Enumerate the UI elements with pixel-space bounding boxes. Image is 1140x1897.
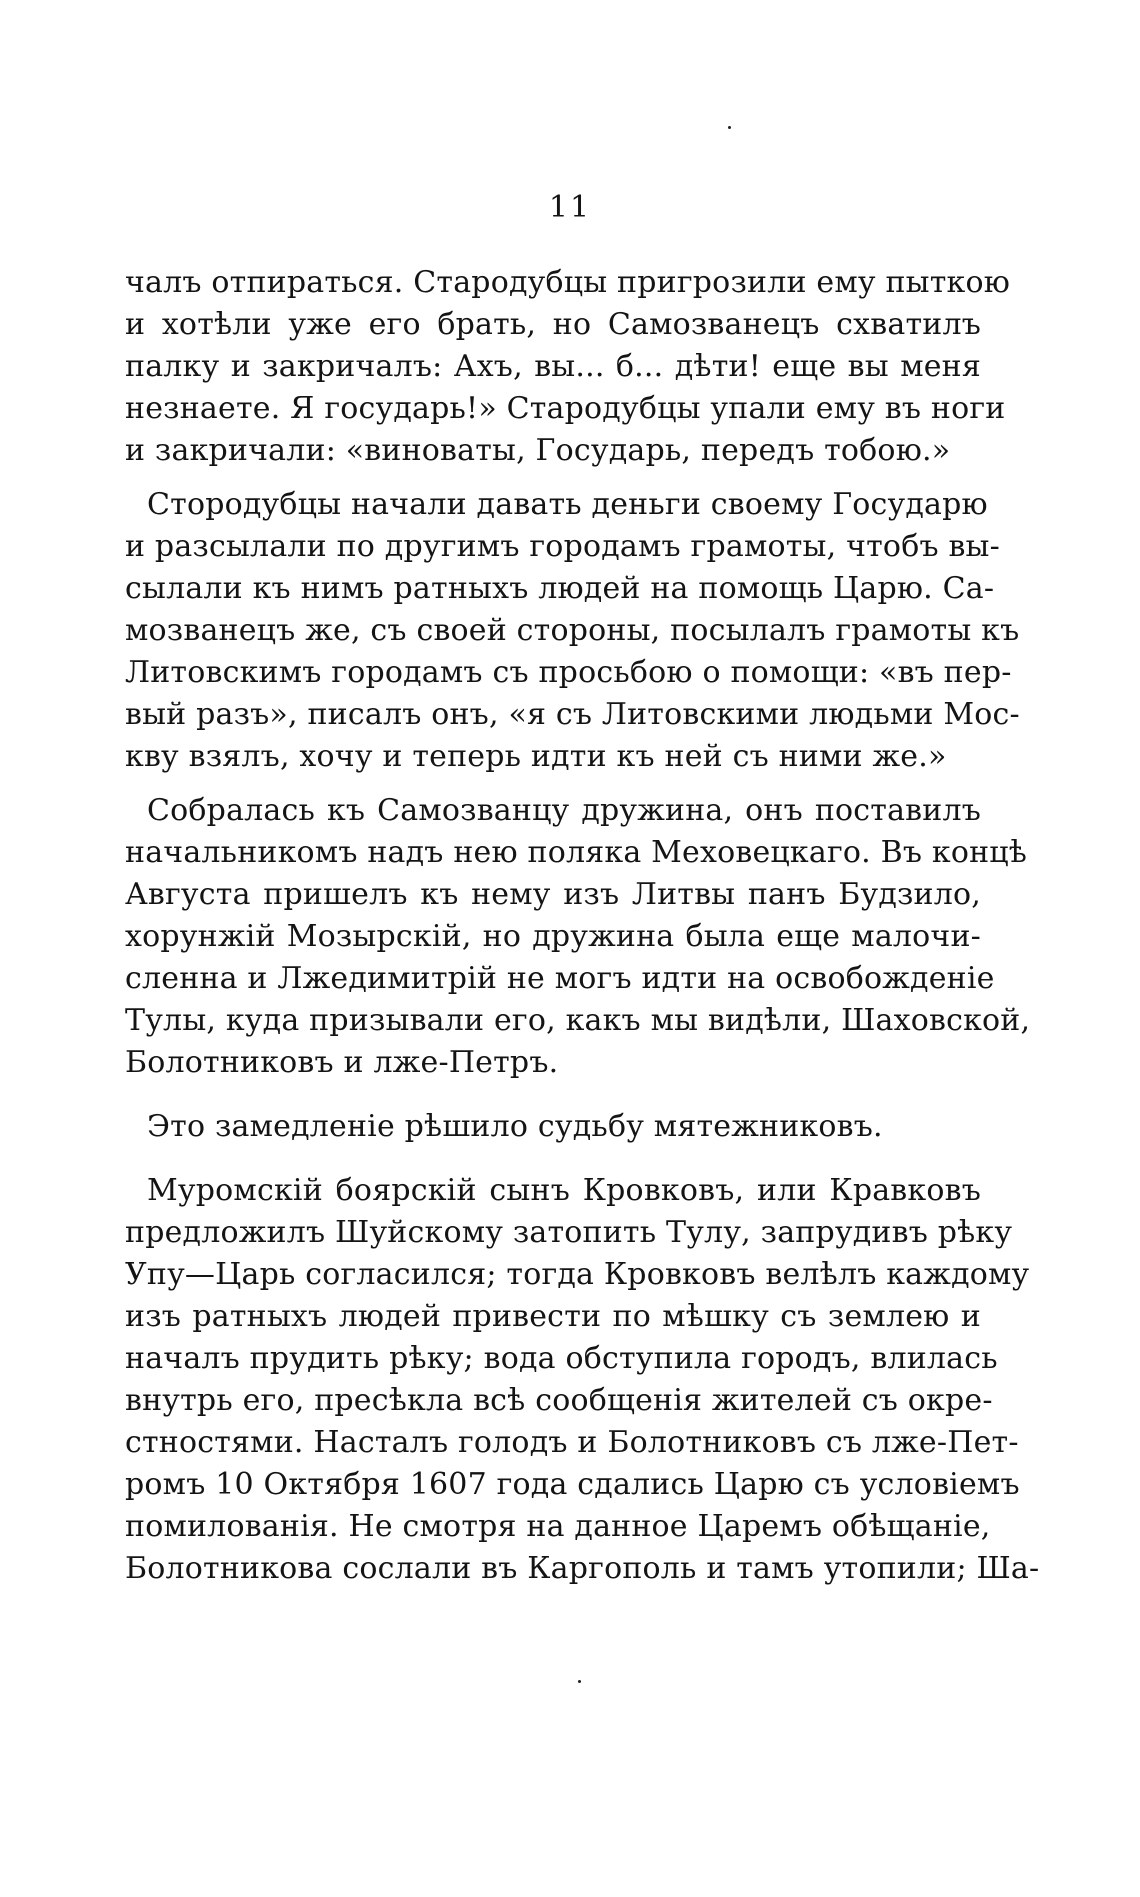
paragraph-5 (125, 1170, 1040, 1590)
paragraph-gap (125, 1084, 981, 1106)
paragraph-gap (125, 778, 981, 790)
text-line: ромъ 10 Октября 1607 года сдались Царю съ условіемъ (125, 1467, 1020, 1502)
text-line: внутрь его, пресѣкла всѣ сообщенія жителей съ окре- (125, 1383, 993, 1418)
text-line: Собралась къ Самозванцу дружина, онъ поставилъ (147, 793, 981, 828)
text-line: Муромскій боярскій сынъ Кровковъ, или Кравковъ (147, 1173, 981, 1208)
text-line: начальникомъ надъ нею поляка Меховецкаго. Въ концѣ (125, 835, 1028, 870)
text-line: Стородубцы начали давать деньги своему Государю (147, 487, 988, 522)
text-line: сылали къ нимъ ратныхъ людей на помощь Царю. Са- (125, 571, 995, 606)
text-line: кву взялъ, хочу и теперь идти къ ней съ ними же.» (125, 739, 947, 774)
text-line: Тулы, куда призывали его, какъ мы видѣли, Шаховской, (125, 1003, 1031, 1038)
text-line: Это замедленіе рѣшило судьбу мятежниковъ. (147, 1109, 883, 1144)
text-line: вый разъ», писалъ онъ, «я съ Литовскими людьми Мос- (125, 697, 1020, 732)
text-line: помилованія. Не смотря на данное Царемъ обѣщаніе, (125, 1509, 991, 1544)
text-line: Болотникова сослали въ Каргополь и тамъ утопили; Ша- (125, 1551, 1040, 1586)
text-line: палку и закричалъ: Ахъ, вы... б... дѣти! еще вы меня (125, 349, 981, 384)
text-line: стностями. Насталъ голодъ и Болотниковъ съ лже-Пет- (125, 1425, 1019, 1460)
text-line: Августа пришелъ къ нему изъ Литвы панъ Будзило, (125, 877, 981, 912)
text-line: и хотѣли уже его брать, но Самозванецъ схватилъ (125, 307, 981, 342)
text-line: предложилъ Шуйскому затопить Тулу, запрудивъ рѣку (125, 1215, 1013, 1250)
scan-speck (728, 126, 731, 129)
text-line: мозванецъ же, съ своей стороны, посылалъ грамоты къ (125, 613, 1020, 648)
text-line: Упу—Царь согласился; тогда Кровковъ велѣлъ каждому (125, 1257, 1030, 1292)
text-line: сленна и Лжедимитрій не могъ идти на освобожденіе (125, 961, 995, 996)
text-line: Болотниковъ и лже-Петръ. (125, 1045, 559, 1080)
paragraph-3 (125, 790, 1031, 1084)
text-line: Литовскимъ городамъ съ просьбою о помощи: «въ пер- (125, 655, 1012, 690)
page-number: 11 (548, 190, 592, 225)
text-line: хорунжій Мозырскій, но дружина была еще малочи- (125, 919, 981, 954)
text-line: и закричали: «виноваты, Государь, передъ тобою.» (125, 433, 951, 468)
paragraph-1 (125, 262, 1011, 472)
text-line: и разсылали по другимъ городамъ грамоты, чтобъ вы- (125, 529, 1000, 564)
text-line: незнаете. Я государь!» Стародубцы упали ему въ ноги (125, 391, 1006, 426)
paragraph-gap (125, 472, 981, 484)
text-line: началъ прудить рѣку; вода обступила городъ, влилась (125, 1341, 998, 1376)
scan-speck (578, 1680, 581, 1683)
paragraph-4 (125, 1106, 981, 1148)
paragraph-gap (125, 1148, 981, 1170)
text-line: чалъ отпираться. Стародубцы пригрозили ему пыткою (125, 265, 1011, 300)
body-text (125, 262, 1040, 1590)
text-line: изъ ратныхъ людей привести по мѣшку съ землею и (125, 1299, 981, 1334)
paragraph-2 (125, 484, 1020, 778)
